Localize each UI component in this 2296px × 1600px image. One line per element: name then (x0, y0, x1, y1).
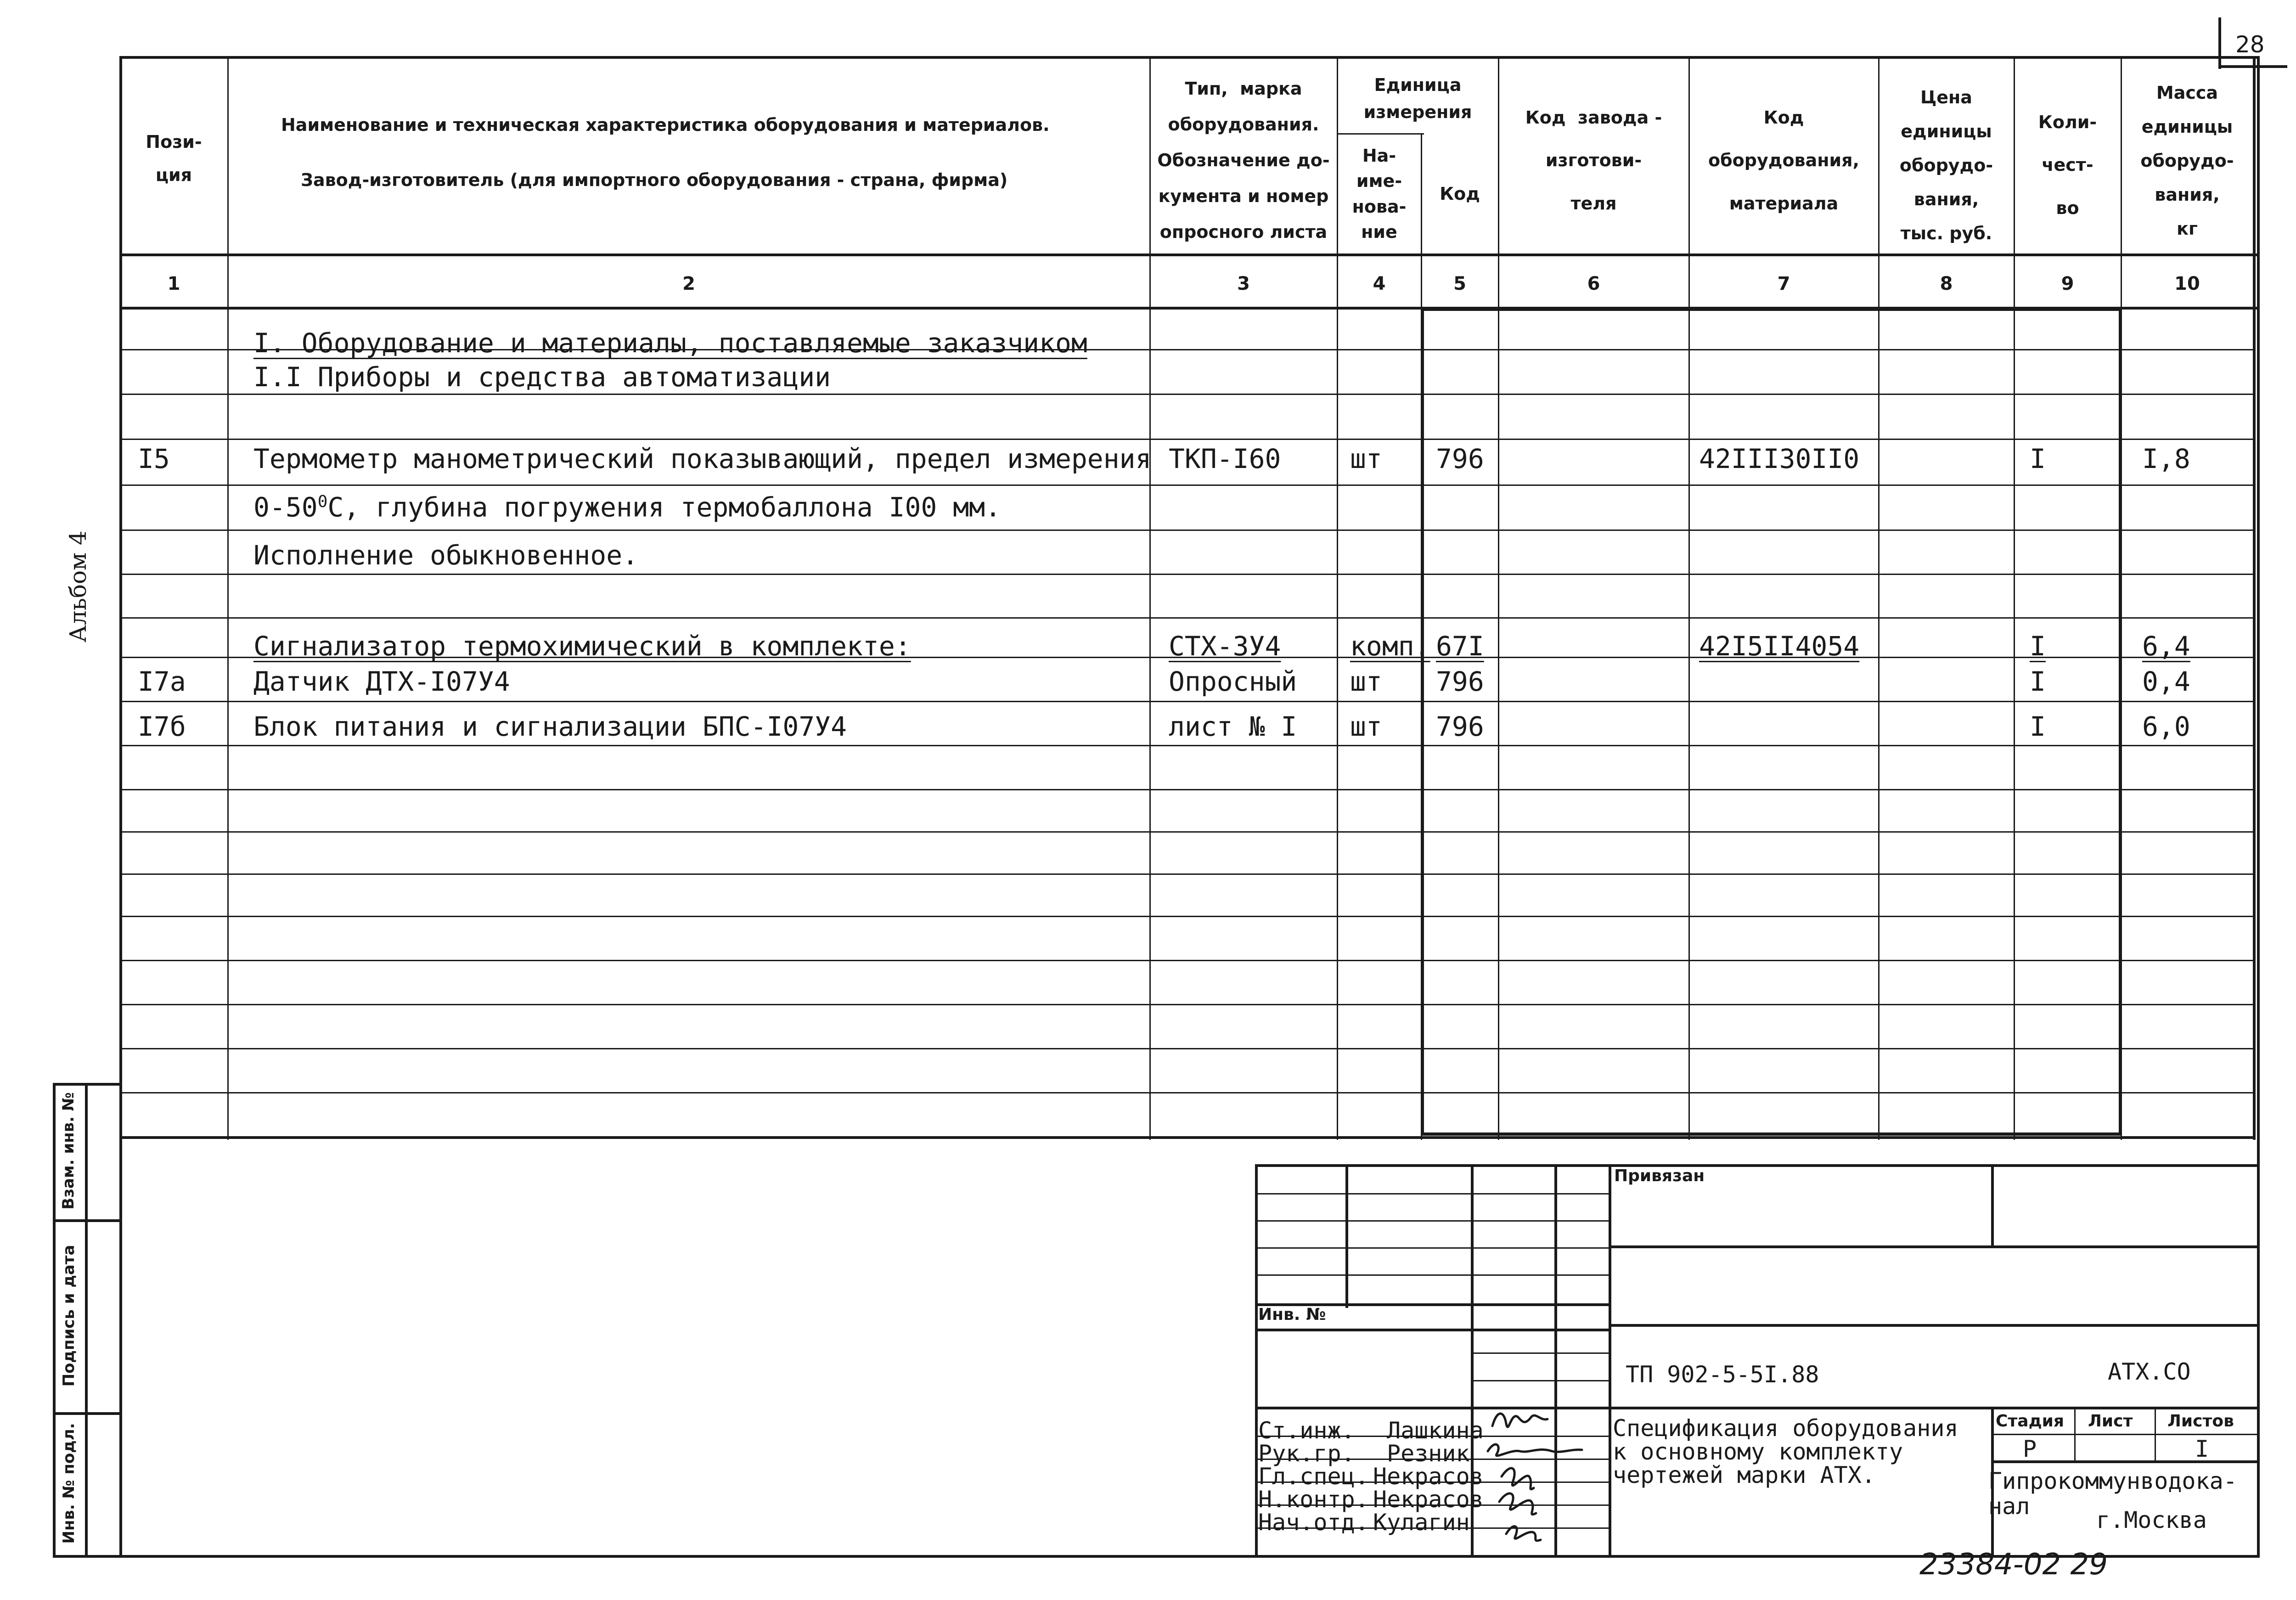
row-line (120, 873, 2253, 875)
signature-2 (1488, 1444, 1582, 1456)
row-I5-name: Термометр манометрический показывающий, предел измерения (253, 443, 1152, 474)
stamp-stage-line-1 (1991, 1434, 2260, 1435)
row-I7a-unit: шт (1350, 666, 1382, 697)
row-I7a-position: I7а (138, 666, 186, 697)
subsection-title: I.I Приборы и средства автоматизации (253, 361, 831, 393)
side-strip-left (53, 1083, 56, 1558)
stamp-grid-line (1255, 1220, 1609, 1222)
row-I5-type: ТКП-I60 (1169, 443, 1281, 474)
side-label-podpis-data: Подпись и дата (60, 1245, 78, 1387)
row-line (120, 1092, 2253, 1093)
stamp-right-line-2 (1609, 1324, 2260, 1327)
header-col1: Пози- ция (146, 131, 202, 185)
stamp-sheets-value: I (2195, 1436, 2209, 1462)
row-I7b-unit: шт (1350, 711, 1382, 742)
header-col4: На- име- нова- ние (1352, 146, 1407, 242)
signer-name: Лашкина (1387, 1417, 1484, 1444)
signature-1 (1492, 1414, 1548, 1427)
row-sth-mass: 6,4 (2142, 631, 2190, 662)
row-I5-unit-code: 796 (1436, 443, 1484, 474)
signature-4 (1499, 1493, 1536, 1515)
row-sth-type: СТХ-3У4 (1169, 631, 1281, 662)
colnum-10: 10 (2174, 273, 2200, 294)
row-I7a-mass: 0,4 (2142, 666, 2190, 697)
row-I5-qty: I (2030, 443, 2046, 474)
stamp-grid-line (1255, 1247, 1609, 1249)
stamp-inv-no: Инв. № (1258, 1305, 1326, 1324)
header-col9: Коли- чест- во (2038, 112, 2097, 218)
header-col6: Код завода - изготови- теля (1525, 107, 1662, 214)
stamp-title-line3: чертежей марки АТХ. (1613, 1462, 1875, 1488)
row-sth-name: Сигнализатор термохимический в комплекте: (253, 631, 911, 662)
row-I7b-unit-code: 796 (1436, 711, 1484, 742)
row-I7b-mass: 6,0 (2142, 711, 2190, 742)
stamp-stage-value: Р (2023, 1436, 2037, 1462)
stamp-privyazan: Привязан (1614, 1166, 1705, 1185)
stamp-grid-line (1471, 1352, 1609, 1354)
signer-name: Кулагин (1373, 1509, 1470, 1536)
stamp-title-line2: к основному комплекту (1613, 1438, 1903, 1465)
signer-role: Рук.гр. (1258, 1440, 1355, 1467)
stamp-stage-v1 (2074, 1407, 2076, 1460)
colnum-9: 9 (2061, 273, 2074, 294)
stamp-grid-line (1471, 1380, 1609, 1381)
header-col2-line2: Завод-изготовитель (для импортного оборудования - страна, фирма) (301, 170, 1008, 190)
row-sth-code: 42I5II4054 (1699, 631, 1860, 662)
row-line (120, 617, 2253, 619)
row-I5-mass: I,8 (2142, 443, 2190, 474)
header-col7: Код оборудования, материала (1708, 107, 1859, 214)
row-I7a-unit-code: 796 (1436, 666, 1484, 697)
row-sth-unit-code: 67I (1436, 631, 1484, 662)
stamp-org-line1: Гипрокоммунводока- (1988, 1468, 2237, 1494)
row-I5-name-line2: $0-50^0С$, глубина погружения термобаллона I00 мм. (253, 491, 1001, 523)
row-line (120, 394, 2253, 395)
col-line-10 (2253, 56, 2256, 1140)
signer-role: Ст.инж. (1258, 1417, 1355, 1444)
row-line (120, 960, 2253, 961)
signer-name: Некрасов (1373, 1463, 1484, 1490)
stamp-right-line-1 (1609, 1245, 2260, 1248)
stamp-doc-mark: АТХ.СО (2108, 1358, 2191, 1385)
header-col8: Цена единицы оборудо- вания, тыс. руб. (1899, 87, 1993, 244)
header-col5: Код (1440, 184, 1480, 204)
album-label: Альбом 4 (65, 530, 91, 642)
row-line (120, 701, 2253, 702)
row-I5-code: 42III30II0 (1699, 443, 1860, 474)
unit-group-line (1337, 133, 1424, 135)
signer-role: Гл.спец. (1258, 1463, 1369, 1490)
stamp-title-line1: Спецификация оборудования (1613, 1415, 1958, 1442)
row-I7b-qty: I (2030, 711, 2046, 742)
row-line (120, 485, 2253, 486)
signer-name: Некрасов (1373, 1486, 1484, 1513)
stamp-org-city: г.Москва (2096, 1507, 2207, 1533)
row-I7b-name: Блок питания и сигнализации БПС-I07У4 (253, 711, 847, 742)
colnum-7: 7 (1777, 273, 1790, 294)
row-line (120, 1004, 2253, 1005)
stamp-privyazan-divider (1991, 1164, 1994, 1248)
stamp-grid-line (1255, 1274, 1609, 1276)
row-I7b-position: I7б (138, 711, 186, 742)
row-I7a-qty: I (2030, 666, 2046, 697)
colnum-3: 3 (1237, 273, 1250, 294)
table-bottom-line (120, 1136, 2253, 1139)
row-line (120, 831, 2253, 833)
side-strip-mid (85, 1083, 88, 1558)
header-bottom-line (119, 254, 2260, 256)
stamp-doc-code: ТП 902-5-5I.88 (1626, 1361, 1819, 1388)
colnum-2: 2 (682, 273, 695, 294)
colnum-6: 6 (1587, 273, 1600, 294)
stamp-org-line2: нал (1988, 1493, 2030, 1520)
row-sth-unit: комп. (1350, 631, 1430, 662)
stamp-left-v1 (1345, 1164, 1348, 1308)
stamp-sheets-label: Листов (2167, 1412, 2234, 1431)
signer-name: Резник (1387, 1440, 1470, 1467)
colnum-8: 8 (1940, 273, 1953, 294)
header-col3: Тип, марка оборудования. Обозначение до- кумента и номер опросного листа (1157, 79, 1330, 242)
row-I7b-type: лист № I (1169, 711, 1297, 742)
bold-block (1421, 308, 2122, 1136)
stamp-stage-label: Стадия (1996, 1412, 2064, 1431)
signature-3 (1502, 1468, 1534, 1489)
stamp-left-line (1255, 1164, 1258, 1558)
signer-role: Нач.отд. (1258, 1509, 1369, 1536)
colnum-1: 1 (167, 273, 180, 294)
stamp-divider (1609, 1164, 1611, 1558)
stamp-right-line-3 (1609, 1407, 2260, 1409)
row-I7a-name: Датчик ДТХ-I07У4 (253, 666, 510, 697)
page-number: 28 (2235, 31, 2265, 58)
side-label-inv-podl: Инв. № подл. (60, 1423, 78, 1544)
col-line-1 (227, 56, 229, 1140)
section-title: I. Оборудование и материалы, поставляемые заказчиком (253, 327, 1087, 359)
header-col45-group: Единица измерения (1363, 75, 1472, 122)
stamp-grid-line (1255, 1193, 1609, 1194)
signer-role: Н.контр. (1258, 1486, 1369, 1513)
signature-5 (1506, 1527, 1541, 1541)
row-line (120, 789, 2253, 790)
row-line (120, 574, 2253, 575)
row-I5-unit: шт (1350, 443, 1382, 474)
row-I7a-type: Опросный (1169, 666, 1297, 697)
row-line (120, 530, 2253, 531)
stamp-inv-line-2 (1255, 1329, 1609, 1331)
stamp-top-line (1255, 1164, 2260, 1167)
header-col2-line1: Наименование и техническая характеристика оборудования и материалов. (281, 115, 1050, 135)
row-line (120, 1048, 2253, 1049)
side-label-vzam-inv: Взам. инв. № (59, 1092, 78, 1210)
row-line (120, 745, 2253, 746)
row-I5-name-line3: Исполнение обыкновенное. (253, 540, 639, 571)
row-sth-qty: I (2030, 631, 2046, 662)
row-line (120, 916, 2253, 917)
stamp-sheet-label: Лист (2088, 1412, 2133, 1431)
stamp-stage-v2 (2155, 1407, 2156, 1460)
handwritten-number: 23384-02 29 (1919, 1548, 2108, 1582)
row-line (120, 439, 2253, 440)
signature-scribbles (1483, 1408, 1598, 1545)
row-I5-position: I5 (138, 443, 170, 474)
header-col10: Масса единицы оборудо- вания, кг (2140, 82, 2234, 239)
colnum-5: 5 (1453, 273, 1466, 294)
colnum-4: 4 (1373, 273, 1386, 294)
